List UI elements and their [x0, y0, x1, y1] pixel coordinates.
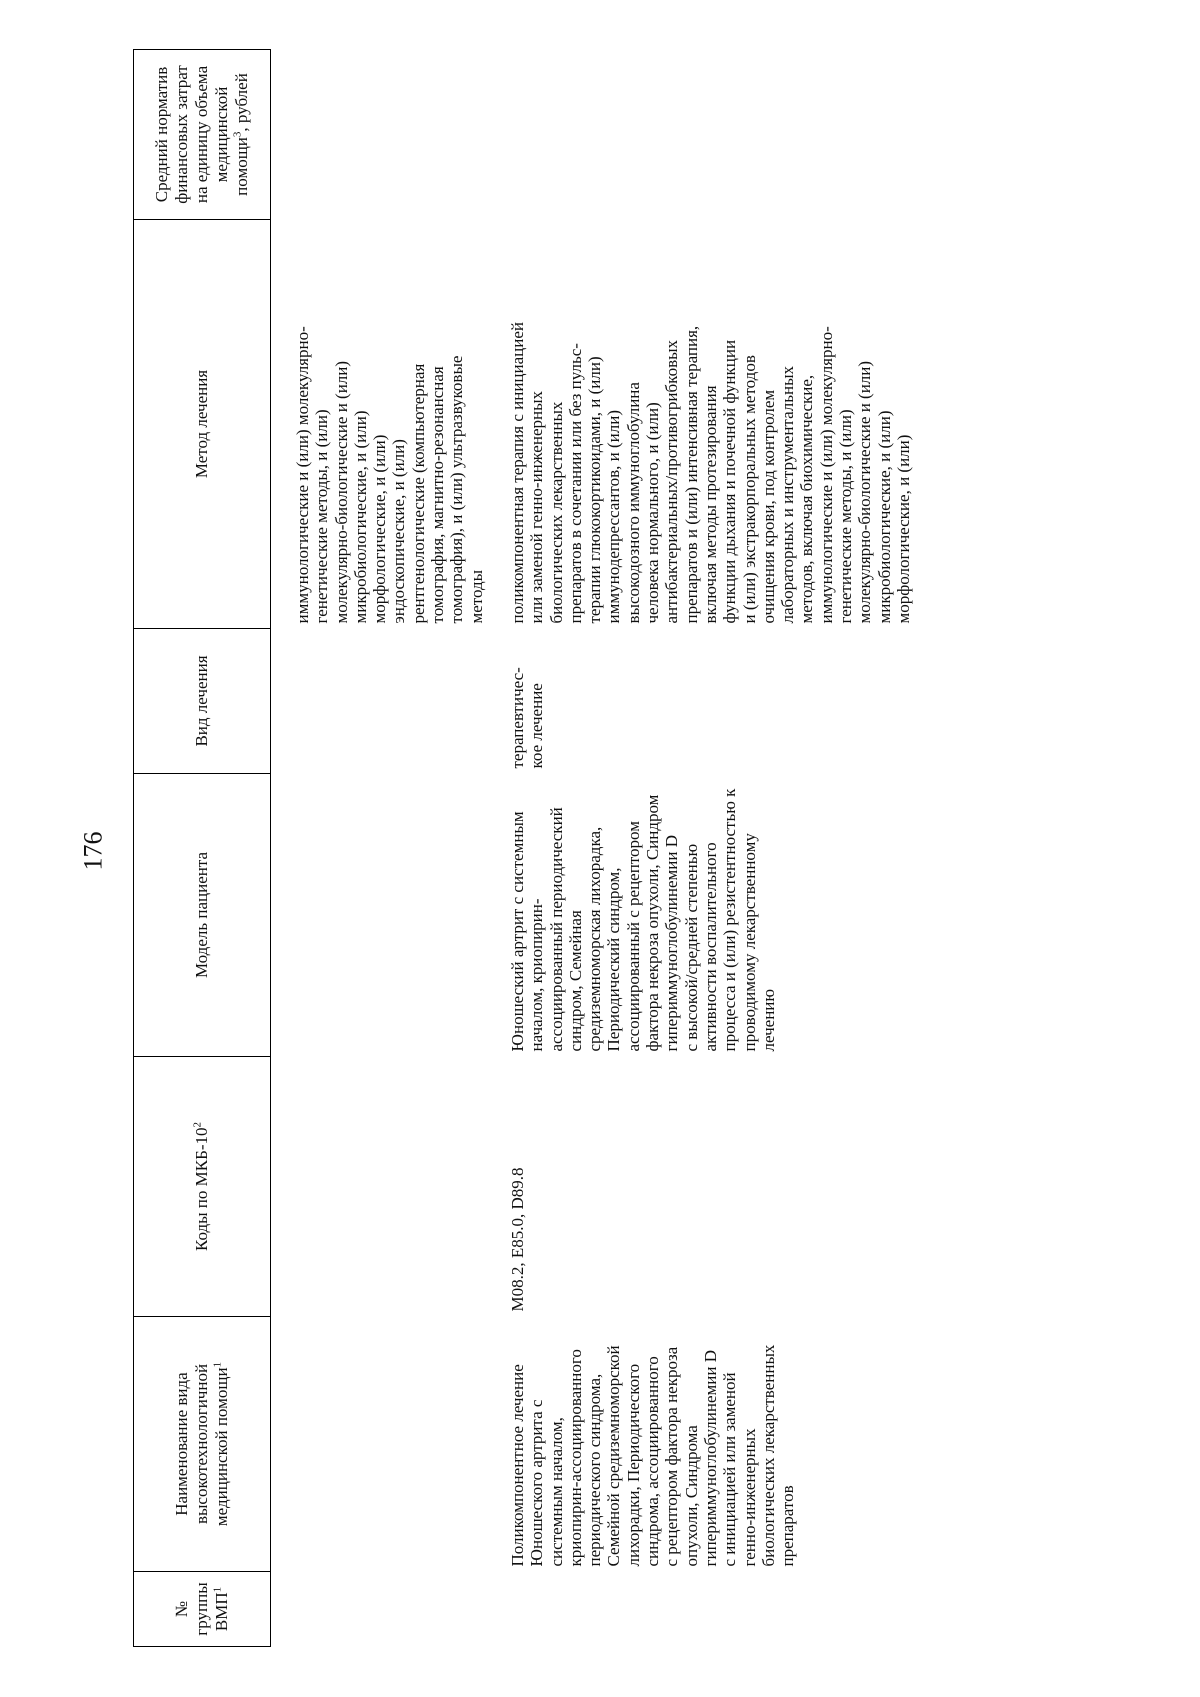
table-row-continuation	[293, 50, 486, 1647]
cell-icd-codes: M08.2, E85.0, D89.8	[507, 1167, 527, 1312]
header-icd-codes: Коды по МКБ-$10^2$	[134, 1057, 271, 1317]
spacer-row	[271, 50, 294, 1647]
vmp-table	[133, 49, 913, 1647]
cell-patient-model: Юношеский артрит с системным началом, криопирин- ассоциированный периодический синдром, Семейная средиземноморская лихорадка, Периодический синдром, ассоциированный с рецептором фактора некроза опухоли, Синдром гипериммуноглобулинемии D с высокой/средней степенью активности воспалительного процесса и (или) резистентностью к проводимому лекарственному лечению	[507, 788, 778, 1052]
header-patient-model: Модель пациента	[134, 774, 271, 1057]
header-treatment-method: Метод лечения	[134, 220, 271, 629]
cell-vmp-name: Поликомпонентное лечение Юношеского артрита с системным началом, криопирин-ассоциированного периодического синдрома, Семейной средиземноморской лихорадки, Периодического синдрома, ассоциированного с рецептором фактора некроза опухоли, Синдрома гипериммуноглобулинемии D с инициацией или заменой генно-инженерных биологических лекарственных препаратов	[507, 1344, 798, 1567]
cell-treatment-type: терапевтичес- кое лечение	[507, 667, 547, 769]
cell-treatment-method: поликомпонентная терапия с инициацией или заменой генно-инженерных биологических лекарственных препаратов в сочетании или без пульс- терапии глюкокортикоидами, и (или) иммунодепрессантов, и (или) высокодозного иммуноглобулина человека нормального, и (или) антибактериальных/противогрибковых препаратов и (или) интенсивная терапия, включая методы протезирования функции дыхания и почечной функции и (или) экстракорпоральных методов очищения крови, под контролем лабораторных и инструментальных методов, включая биохимические, иммунологические и (или) молекулярно- генетические методы, и (или) молекулярно-биологические и (или) микробиологические, и (или) морфологические, и (или)	[507, 322, 913, 624]
header-cost-norm: Средний норматив финансовых затрат на единицу объема медицинской помощи$^3$, рублей	[134, 50, 271, 220]
page-number: 176	[78, 831, 108, 871]
spacer-row	[486, 50, 508, 1647]
rotated-table-sheet	[133, 50, 1013, 1647]
header-treatment-type: Вид лечения	[134, 629, 271, 774]
table-row	[508, 50, 913, 1647]
cell-method-continuation: иммунологические и (или) молекулярно- генетические методы, и (или) молекулярно-биологические и (или) микробиологические, и (или) морфологические, и (или) эндоскопические, и (или) рентгенологические (компьютерная томография, магнитно-резонансная томография), и (или) ультразвуковые методы	[293, 326, 486, 624]
header-row	[134, 50, 271, 1647]
header-group-number: № группы ВМП$^1$	[134, 1572, 271, 1647]
header-vmp-name: Наименование вида высокотехнологичной медицинской помощи$^1$	[134, 1317, 271, 1572]
